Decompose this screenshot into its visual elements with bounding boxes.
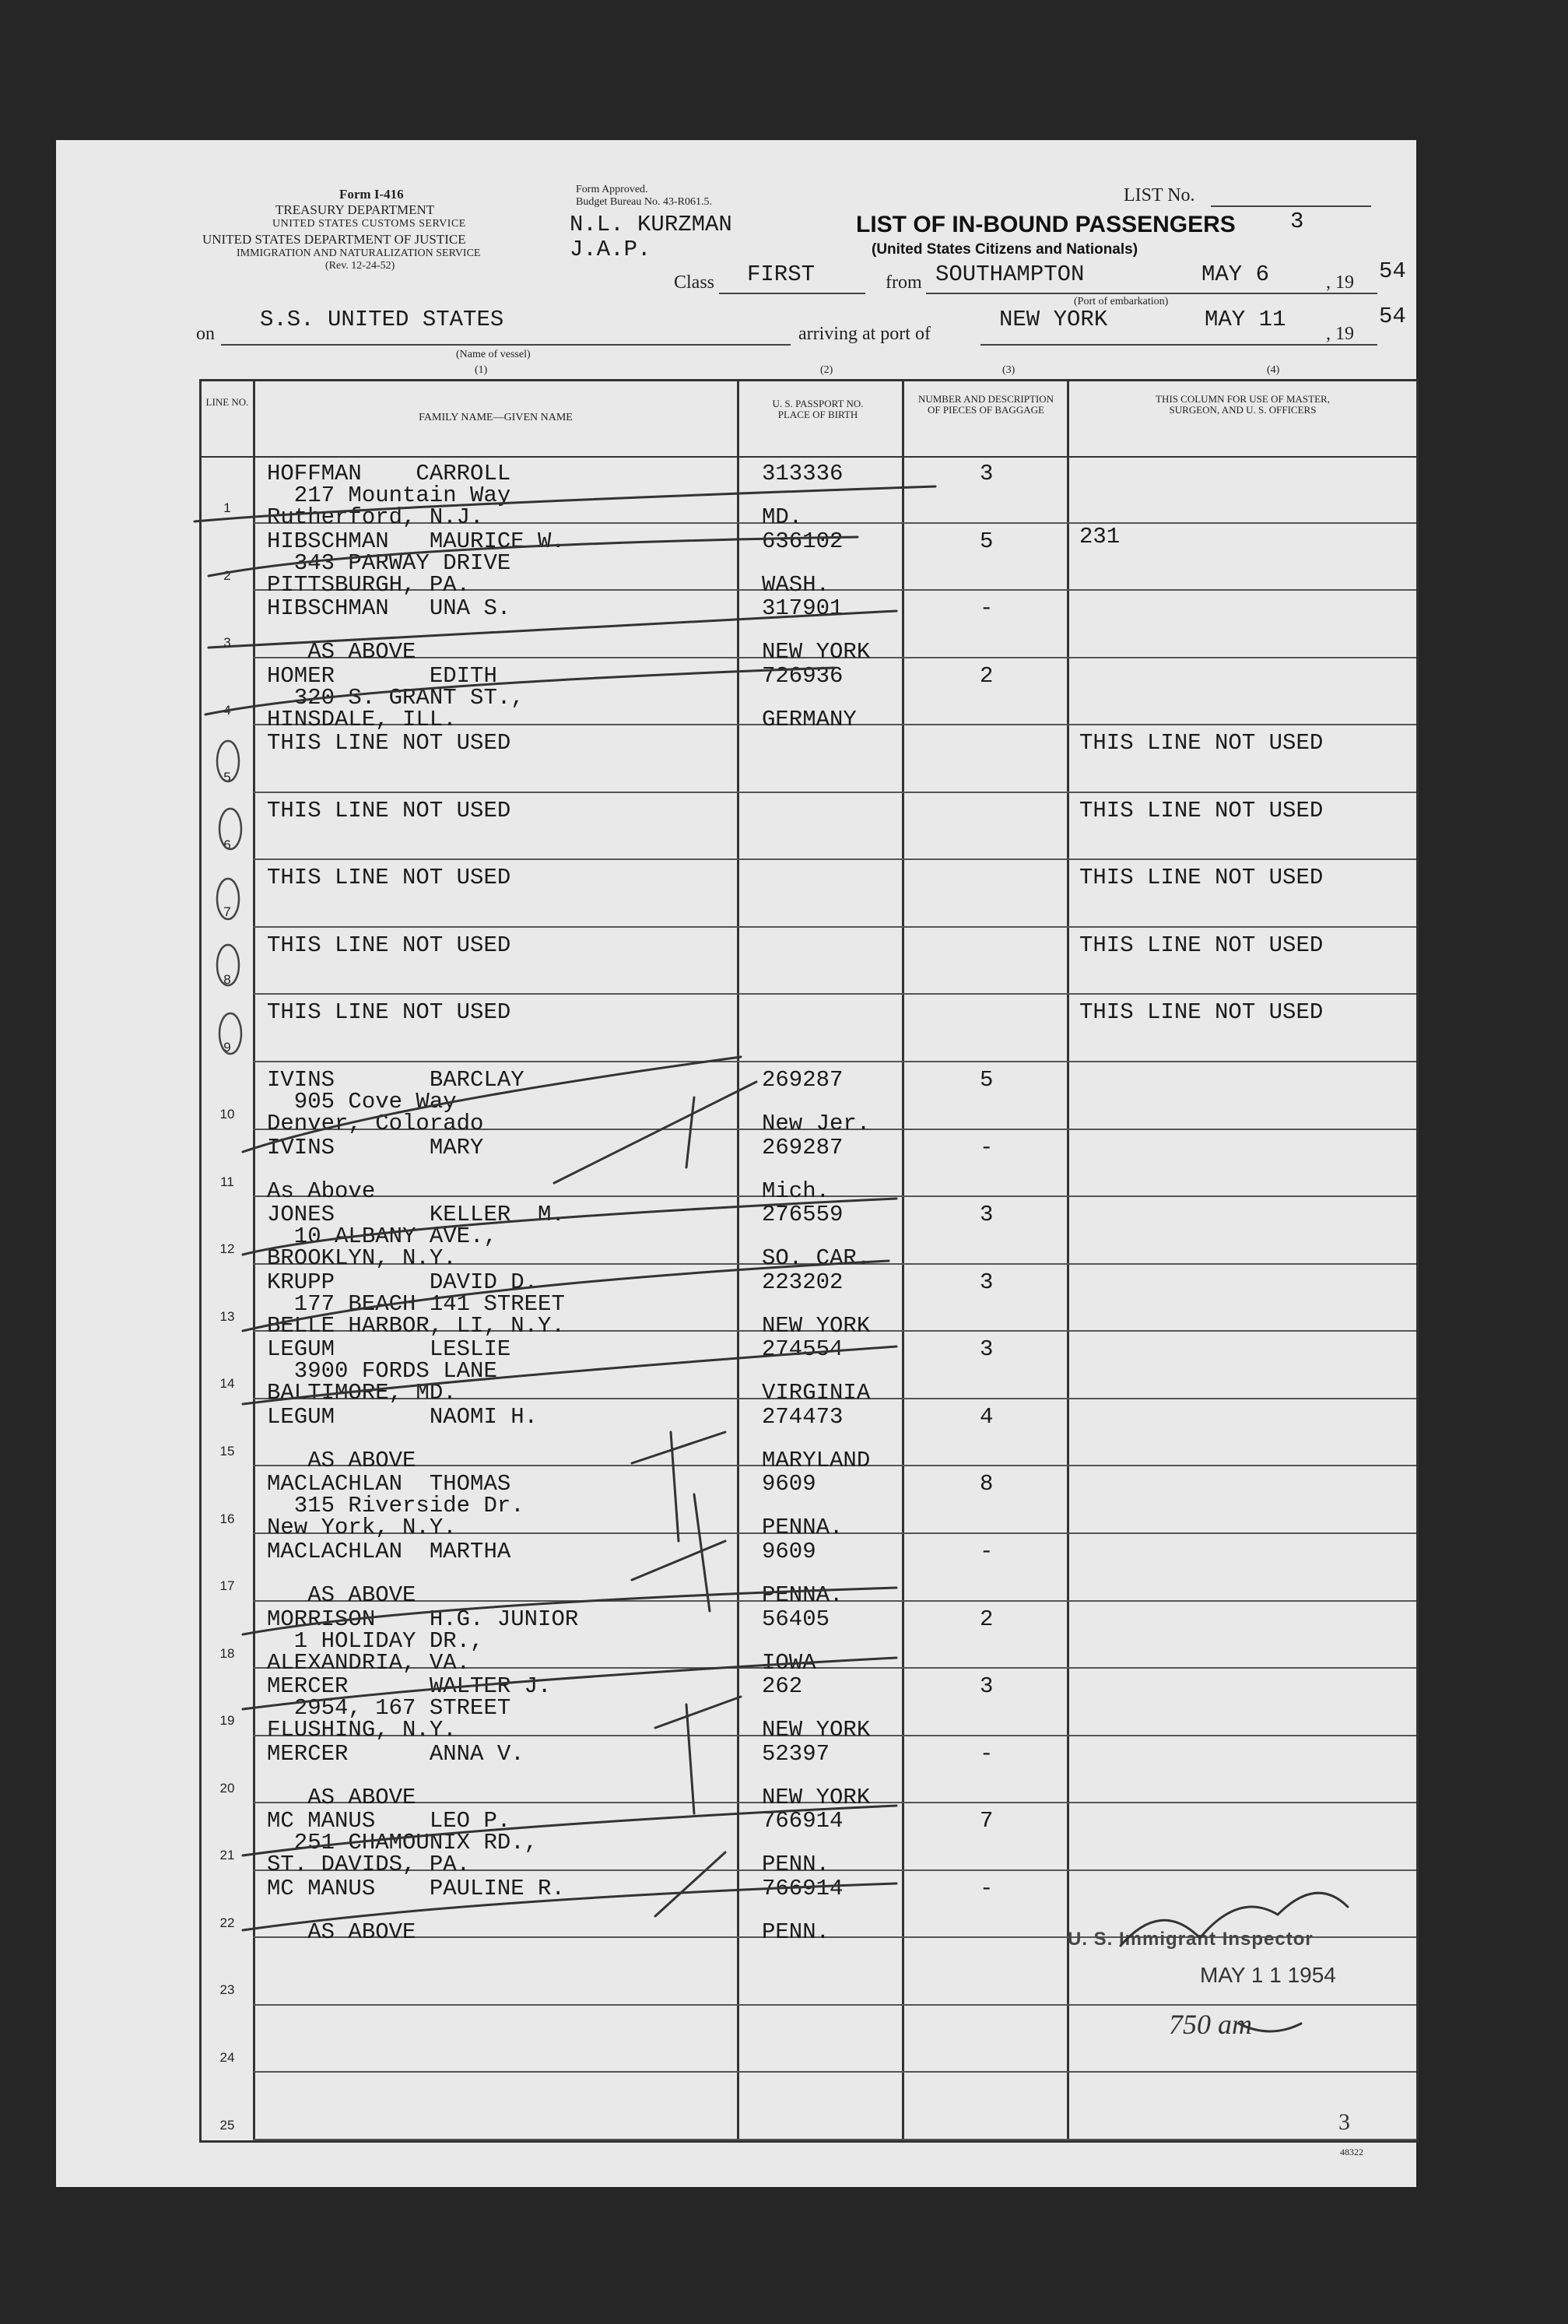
baggage-count: - xyxy=(980,1134,994,1160)
officer-note: THIS LINE NOT USED xyxy=(1079,932,1324,958)
place-of-birth: MD. xyxy=(762,504,803,530)
passport-number: 313336 xyxy=(762,461,844,486)
address-line-2: As Above xyxy=(267,1178,376,1204)
address-line-1: 320 S. GRANT ST., xyxy=(267,684,524,711)
year-prefix: , 19 xyxy=(1326,272,1354,293)
place-of-birth: NEW YORK xyxy=(762,1784,871,1810)
place-of-birth: PENNA. xyxy=(762,1515,844,1541)
baggage-count: 5 xyxy=(980,528,994,554)
list-number: 3 xyxy=(1290,209,1304,234)
departure-year: 54 xyxy=(1379,258,1406,284)
passenger-name: LEGUM LESLIE xyxy=(267,1336,511,1363)
row-number: 2 xyxy=(223,567,231,583)
class-value: FIRST xyxy=(747,262,816,287)
address-line-2: ALEXANDRIA, VA. xyxy=(267,1649,471,1676)
officer-note: THIS LINE NOT USED xyxy=(1079,730,1324,757)
row-number: 16 xyxy=(219,1511,235,1526)
arrival-date: MAY 11 xyxy=(1205,307,1286,332)
passenger-name: THIS LINE NOT USED xyxy=(267,730,511,757)
passport-number: 274473 xyxy=(762,1403,844,1430)
officer-note: 231 xyxy=(1079,523,1121,549)
place-of-birth: NEW YORK xyxy=(762,639,871,665)
place-of-birth: NEW YORK xyxy=(762,1717,871,1743)
baggage-count: 3 xyxy=(980,1202,994,1228)
row-number: 20 xyxy=(219,1780,235,1796)
address-line-2: Rutherford, N.J. xyxy=(267,504,484,530)
passenger-name: THIS LINE NOT USED xyxy=(267,865,511,891)
list-number-label: LIST No. xyxy=(1124,185,1195,205)
vessel-label: (Name of vessel) xyxy=(456,349,531,360)
baggage-count: 3 xyxy=(980,1673,994,1700)
row-number: 13 xyxy=(219,1308,235,1324)
officer-note: THIS LINE NOT USED xyxy=(1079,797,1324,823)
row-number: 15 xyxy=(219,1443,235,1459)
baggage-count: 3 xyxy=(980,1269,994,1295)
col-header-name: FAMILY NAME—GIVEN NAME xyxy=(419,412,573,423)
col-num-1: (1) xyxy=(475,364,488,376)
place-of-birth: PENNA. xyxy=(762,1582,844,1608)
baggage-count: - xyxy=(980,1875,994,1901)
inspection-date-stamp: MAY 1 1 1954 xyxy=(1200,1963,1336,1987)
col-header-baggage: NUMBER AND DESCRIPTION OF PIECES OF BAGGAGE xyxy=(917,393,1054,416)
address-line-1: 217 Mountain Way xyxy=(267,483,511,508)
passport-number: 269287 xyxy=(762,1067,844,1094)
passenger-name: THIS LINE NOT USED xyxy=(267,932,511,958)
passport-number: 262 xyxy=(762,1673,803,1700)
passenger-name: MERCER WALTER J. xyxy=(267,1673,552,1700)
page-title: LIST OF IN-BOUND PASSENGERS xyxy=(856,212,1236,237)
row-number: 10 xyxy=(219,1107,235,1122)
passenger-name: KRUPP DAVID D. xyxy=(267,1269,538,1295)
form-code: 48322 xyxy=(1340,2147,1363,2157)
passenger-name: MACLACHLAN MARTHA xyxy=(267,1538,511,1564)
row-number: 14 xyxy=(219,1376,235,1392)
passenger-name: HOFFMAN CARROLL xyxy=(267,461,511,486)
row-number: 8 xyxy=(223,972,231,988)
row-number: 9 xyxy=(223,1039,231,1055)
passport-number: 636102 xyxy=(762,528,844,554)
arrival-port: NEW YORK xyxy=(999,307,1108,332)
address-line-1: 905 Cove Way xyxy=(267,1089,457,1115)
address-line-1: 2954, 167 STREET xyxy=(267,1695,511,1722)
place-of-birth: GERMANY xyxy=(762,706,857,732)
ins-service: IMMIGRATION AND NATURALIZATION SERVICE xyxy=(237,247,481,259)
passport-number: 9609 xyxy=(762,1538,816,1564)
from-label: from xyxy=(886,272,922,293)
place-of-birth: VIRGINIA xyxy=(762,1380,871,1406)
passport-number: 269287 xyxy=(762,1134,844,1160)
row-number: 22 xyxy=(219,1915,235,1930)
departure-date: MAY 6 xyxy=(1201,262,1270,287)
vessel-name: S.S. UNITED STATES xyxy=(260,307,504,332)
row-number: 12 xyxy=(219,1241,235,1257)
place-of-birth: IOWA xyxy=(762,1649,816,1676)
passenger-name: MACLACHLAN THOMAS xyxy=(267,1471,511,1497)
col-header-officers: THIS COLUMN FOR USE OF MASTER, SURGEON, AND U. S. OFFICERS xyxy=(1156,393,1330,416)
passport-number: 274554 xyxy=(762,1336,844,1363)
revision: (Rev. 12-24-52) xyxy=(325,260,395,272)
place-of-birth: PENN. xyxy=(762,1852,830,1878)
passport-number: 9609 xyxy=(762,1471,816,1497)
baggage-count: - xyxy=(980,1740,994,1767)
passenger-name: IVINS MARY xyxy=(267,1134,484,1160)
clerk-initials: J.A.P. xyxy=(570,237,651,262)
row-number: 7 xyxy=(223,904,231,920)
baggage-count: - xyxy=(980,1538,994,1564)
passenger-name: THIS LINE NOT USED xyxy=(267,797,511,823)
handwritten-checkmarks xyxy=(56,140,1416,2187)
class-label: Class xyxy=(674,272,715,293)
address-line-2: Denver, Colorado xyxy=(267,1111,484,1137)
row-number: 17 xyxy=(219,1578,235,1594)
passenger-name: MORRISON H.G. JUNIOR xyxy=(267,1606,579,1632)
place-of-birth: MARYLAND xyxy=(762,1447,871,1473)
address-line-2: New York, N.Y. xyxy=(267,1515,457,1541)
budget-bureau: Budget Bureau No. 43-R061.5. xyxy=(576,196,712,208)
passenger-name: MC MANUS PAULINE R. xyxy=(267,1875,565,1901)
manifest-page xyxy=(56,140,1416,2187)
address-line-1: 315 Riverside Dr. xyxy=(267,1493,524,1519)
passport-number: 52397 xyxy=(762,1740,830,1767)
passport-number: 223202 xyxy=(762,1269,844,1295)
baggage-count: 3 xyxy=(980,461,994,486)
port-embarkation-label: (Port of embarkation) xyxy=(1074,296,1169,307)
baggage-count: - xyxy=(980,595,994,622)
address-line-2: AS ABOVE xyxy=(267,639,416,665)
arrival-year: 54 xyxy=(1379,304,1406,329)
passenger-name: HOMER EDITH xyxy=(267,662,497,689)
form-number: Form I-416 xyxy=(339,187,404,202)
row-number: 25 xyxy=(219,2117,235,2133)
row-number: 21 xyxy=(219,1848,235,1863)
address-line-2: AS ABOVE xyxy=(267,1447,416,1473)
row-number: 1 xyxy=(223,500,231,516)
baggage-count: 7 xyxy=(980,1808,994,1834)
col-num-3: (3) xyxy=(1002,364,1016,376)
officer-note: THIS LINE NOT USED xyxy=(1079,999,1324,1026)
address-line-2: BELLE HARBOR, LI, N.Y. xyxy=(267,1312,565,1339)
passport-number: 766914 xyxy=(762,1875,844,1901)
address-line-2: BROOKLYN, N.Y. xyxy=(267,1245,457,1272)
passenger-name: LEGUM NAOMI H. xyxy=(267,1403,538,1430)
address-line-2: PITTSBURGH, PA. xyxy=(267,571,471,598)
passenger-name: JONES KELLER M. xyxy=(267,1202,565,1228)
address-line-1: 343 PARWAY DRIVE xyxy=(267,549,511,576)
customs-service: UNITED STATES CUSTOMS SERVICE xyxy=(272,218,466,230)
address-line-1: 251 CHAMOUNIX RD., xyxy=(267,1830,538,1856)
treasury-dept: TREASURY DEPARTMENT xyxy=(275,202,435,217)
address-line-2: ST. DAVIDS, PA. xyxy=(267,1852,471,1878)
page-subtitle: (United States Citizens and Nationals) xyxy=(872,241,1138,258)
baggage-count: 4 xyxy=(980,1403,994,1430)
address-line-2: FLUSHING, N.Y. xyxy=(267,1717,457,1743)
address-line-1: 1 HOLIDAY DR., xyxy=(267,1627,484,1654)
check-stroke xyxy=(195,486,935,521)
year-prefix-2: , 19 xyxy=(1326,324,1354,344)
passenger-name: HIBSCHMAN UNA S. xyxy=(267,595,511,622)
passenger-name: HIBSCHMAN MAURICE W. xyxy=(267,528,565,554)
row-number: 5 xyxy=(223,770,231,785)
baggage-count: 2 xyxy=(980,1606,994,1632)
col-num-2: (2) xyxy=(820,364,833,376)
clerk-name: N.L. KURZMAN xyxy=(570,212,732,237)
passenger-name: MERCER ANNA V. xyxy=(267,1740,524,1767)
on-label: on xyxy=(196,324,215,344)
address-line-1: 177 BEACH 141 STREET xyxy=(267,1290,565,1317)
col-num-4: (4) xyxy=(1267,364,1280,376)
passenger-name: IVINS BARCLAY xyxy=(267,1067,524,1094)
baggage-count: 5 xyxy=(980,1067,994,1094)
address-line-2: AS ABOVE xyxy=(267,1919,416,1945)
arriving-label: arriving at port of xyxy=(798,324,931,344)
baggage-count: 8 xyxy=(980,1471,994,1497)
passenger-name: THIS LINE NOT USED xyxy=(267,999,511,1026)
passport-number: 726936 xyxy=(762,662,844,689)
baggage-count: 3 xyxy=(980,1336,994,1363)
passport-number: 317901 xyxy=(762,595,844,622)
passport-number: 56405 xyxy=(762,1606,830,1632)
place-of-birth: Mich. xyxy=(762,1178,830,1204)
address-line-2: HINSDALE, ILL. xyxy=(267,706,457,732)
handwritten-time: 750 am xyxy=(1169,2009,1252,2040)
row-number: 24 xyxy=(219,2050,235,2065)
row-number: 3 xyxy=(223,635,231,651)
address-line-2: AS ABOVE xyxy=(267,1784,416,1810)
address-line-1: 10 ALBANY AVE., xyxy=(267,1223,497,1250)
row-number: 18 xyxy=(219,1645,235,1661)
row-number: 23 xyxy=(219,1982,235,1998)
place-of-birth: NEW YORK xyxy=(762,1312,871,1339)
place-of-birth: SO. CAR. xyxy=(762,1245,871,1272)
baggage-count: 2 xyxy=(980,662,994,689)
address-line-1: 3900 FORDS LANE xyxy=(267,1358,497,1385)
row-number: 11 xyxy=(220,1174,234,1189)
address-line-2: BALTIMORE, MD. xyxy=(267,1380,457,1406)
passenger-name: MC MANUS LEO P. xyxy=(267,1808,511,1834)
row-number: 6 xyxy=(223,837,231,852)
port-of-embarkation: SOUTHAMPTON xyxy=(935,262,1085,287)
address-line-2: AS ABOVE xyxy=(267,1582,416,1608)
officer-note: THIS LINE NOT USED xyxy=(1079,865,1324,891)
justice-dept: UNITED STATES DEPARTMENT OF JUSTICE xyxy=(202,232,466,247)
place-of-birth: WASH. xyxy=(762,571,830,598)
form-approved: Form Approved. xyxy=(576,184,648,195)
col-header-passport: U. S. PASSPORT NO. PLACE OF BIRTH xyxy=(772,398,864,420)
place-of-birth: PENN. xyxy=(762,1919,830,1945)
row-number: 4 xyxy=(223,702,231,718)
col-header-line: LINE NO. xyxy=(205,396,249,408)
passport-number: 276559 xyxy=(762,1202,844,1228)
passport-number: 766914 xyxy=(762,1808,844,1834)
place-of-birth: New Jer. xyxy=(762,1111,871,1137)
row-number: 19 xyxy=(219,1713,235,1729)
inspector-stamp: U. S. Immigrant Inspector xyxy=(1068,1929,1314,1950)
page-mark: 3 xyxy=(1338,2109,1350,2135)
